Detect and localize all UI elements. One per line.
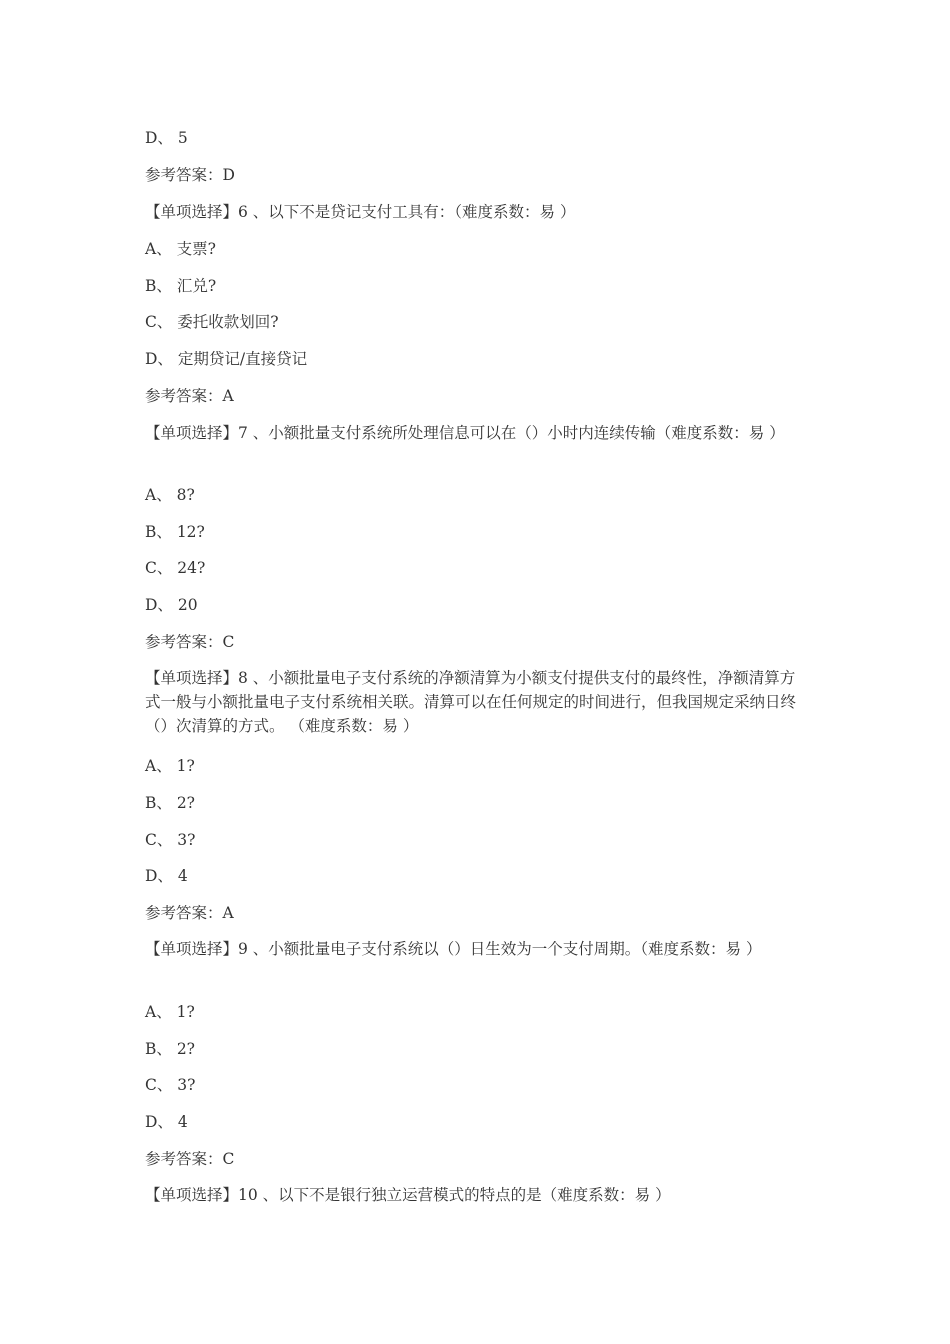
option-d: D、 4 — [145, 1113, 188, 1131]
option-b: B、 2? — [145, 794, 195, 812]
option-c: C、 委托收款划回? — [145, 313, 279, 331]
answer-line: 参考答案：D — [145, 166, 235, 184]
option-c: C、 3? — [145, 1076, 196, 1094]
question-10: 【单项选择】10 、以下不是银行独立运营模式的特点的是（难度系数：易 ） — [145, 1186, 671, 1204]
option-c: C、 3? — [145, 831, 196, 849]
option-a: A、 1? — [145, 1003, 195, 1021]
answer-line: 参考答案：C — [145, 633, 235, 651]
option-b: B、 12? — [145, 523, 205, 541]
option-d: D、 定期贷记/直接贷记 — [145, 350, 308, 368]
question-6: 【单项选择】6 、以下不是贷记支付工具有：（难度系数：易 ） — [145, 203, 576, 221]
answer-line: 参考答案：A — [145, 387, 234, 405]
option-d: D、 4 — [145, 867, 188, 885]
question-7: 【单项选择】7 、小额批量支付系统所处理信息可以在（）小时内连续传输（难度系数：易 ） — [145, 424, 785, 442]
option-b: B、 2? — [145, 1040, 195, 1058]
question-9: 【单项选择】9 、小额批量电子支付系统以（）日生效为一个支付周期。（难度系数：易 ） — [145, 940, 762, 958]
question-8: 【单项选择】8 、小额批量电子支付系统的净额清算为小额支付提供支付的最终性，净额清算方式一般与小额批量电子支付系统相关联。清算可以在任何规定的时间进行，但我国规定采纳日终（）次清算的方式。 （难度系数：易 ） — [145, 669, 797, 735]
answer-line: 参考答案：A — [145, 904, 234, 922]
option-a: A、 支票? — [145, 240, 216, 258]
option-a: A、 8? — [145, 486, 195, 504]
answer-line: 参考答案：C — [145, 1150, 235, 1168]
option-b: B、 汇兑? — [145, 277, 217, 295]
option-d: D、 5 — [145, 129, 188, 147]
option-a: A、 1? — [145, 757, 195, 775]
option-d: D、 20 — [145, 596, 198, 614]
option-c: C、 24? — [145, 559, 206, 577]
